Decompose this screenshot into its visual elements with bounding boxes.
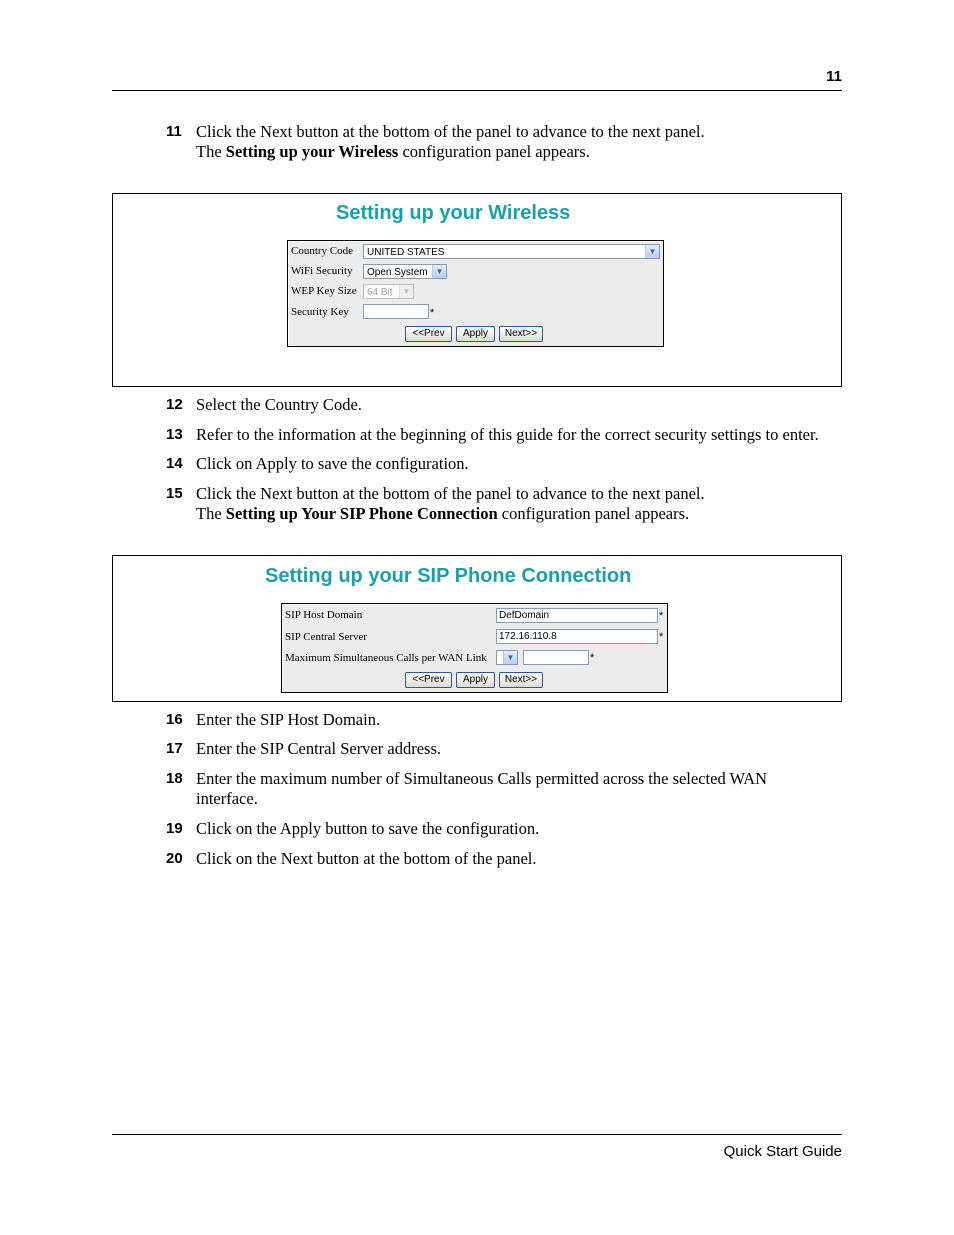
note-suffix: configuration panel appears.: [497, 504, 690, 523]
country-code-label: Country Code: [291, 245, 354, 257]
step-text: Enter the SIP Central Server address.: [196, 739, 441, 758]
sip-host-domain-label: SIP Host Domain: [285, 609, 363, 621]
step-text: Select the Country Code.: [196, 395, 362, 414]
required-mark: *: [659, 610, 664, 622]
step-text: Click on the Apply button to save the configuration.: [196, 819, 540, 838]
wep-key-size-label: WEP Key Size: [291, 285, 357, 297]
panel-title: Setting up your Wireless: [336, 202, 571, 224]
step-number: 14: [166, 455, 183, 472]
step-number: 15: [166, 485, 183, 502]
step-number: 18: [166, 770, 183, 787]
panel-name: Setting up Your SIP Phone Connection: [225, 504, 498, 523]
step-14: [166, 454, 846, 474]
next-button[interactable]: Next>>: [499, 326, 543, 342]
required-mark: *: [659, 631, 664, 643]
step-number: 17: [166, 740, 183, 757]
wep-key-size-value: 64 Bit: [367, 287, 393, 298]
step-number: 13: [166, 426, 183, 443]
wifi-security-select[interactable]: [363, 264, 447, 279]
step-number: 12: [166, 396, 183, 413]
step-text: [196, 122, 846, 162]
step-12: [166, 395, 846, 415]
step-20: [166, 849, 846, 869]
sip-central-server-input[interactable]: 172.16.110.8: [496, 629, 658, 644]
footer-rule: [112, 1134, 842, 1135]
chevron-down-icon: ▼: [399, 285, 413, 298]
security-key-input[interactable]: [363, 304, 429, 319]
wifi-security-label: WiFi Security: [291, 265, 353, 277]
wireless-figure: [112, 193, 842, 387]
wifi-security-value: Open System: [367, 267, 428, 278]
max-calls-input[interactable]: [523, 650, 589, 665]
chevron-down-icon: ▼: [432, 265, 446, 278]
step-19: [166, 819, 846, 839]
required-mark: *: [430, 307, 435, 319]
note-prefix: The: [196, 142, 226, 161]
prev-button[interactable]: <<Prev: [405, 672, 452, 688]
step-16: [166, 710, 846, 730]
step-instruction: Click the Next button at the bottom of the panel to advance to the next panel.: [196, 484, 705, 503]
wireless-form: [287, 240, 664, 347]
step-instruction: Click the Next button at the bottom of the panel to advance to the next panel.: [196, 122, 705, 141]
step-number: 16: [166, 711, 183, 728]
max-calls-label: Maximum Simultaneous Calls per WAN Link: [285, 652, 487, 664]
next-button[interactable]: Next>>: [499, 672, 543, 688]
sip-host-domain-input[interactable]: DefDomain: [496, 608, 658, 623]
step-13: [166, 425, 846, 445]
header-rule: [112, 90, 842, 91]
sip-form: [281, 603, 668, 693]
country-code-select[interactable]: [363, 244, 660, 259]
wep-key-size-select[interactable]: [363, 284, 414, 299]
security-key-label: Security Key: [291, 306, 349, 318]
step-text: Click on the Next button at the bottom of the panel.: [196, 849, 537, 868]
step-17: [166, 739, 846, 759]
step-text: Enter the maximum number of Simultaneous Calls permitted across the selected WAN interface.: [196, 769, 768, 808]
apply-button[interactable]: Apply: [456, 672, 495, 688]
sip-central-server-label: SIP Central Server: [285, 631, 368, 643]
step-text: Click on Apply to save the configuration.: [196, 454, 469, 473]
footer-title: Quick Start Guide: [723, 1143, 842, 1160]
wan-link-select[interactable]: [496, 650, 518, 665]
note-prefix: The: [196, 504, 226, 523]
step-number: 20: [166, 850, 183, 867]
step-text: Refer to the information at the beginning of this guide for the correct security settings to enter.: [196, 425, 819, 444]
panel-title: Setting up your SIP Phone Connection: [265, 565, 632, 587]
chevron-down-icon: ▼: [503, 651, 517, 664]
apply-button[interactable]: Apply: [456, 326, 495, 342]
step-text: Enter the SIP Host Domain.: [196, 710, 381, 729]
step-number: 19: [166, 820, 183, 837]
panel-name: Setting up your Wireless: [225, 142, 399, 161]
step-18: [166, 769, 846, 811]
sip-figure: [112, 555, 842, 702]
chevron-down-icon: ▼: [645, 245, 659, 258]
step-number: 11: [166, 123, 182, 140]
page-number: 11: [826, 68, 842, 85]
step-15: [166, 484, 846, 526]
required-mark: *: [590, 652, 595, 664]
note-suffix: configuration panel appears.: [398, 142, 590, 161]
step-text: [196, 484, 846, 524]
country-code-value: UNITED STATES: [367, 247, 445, 258]
prev-button[interactable]: <<Prev: [405, 326, 452, 342]
step-11: [166, 122, 846, 164]
